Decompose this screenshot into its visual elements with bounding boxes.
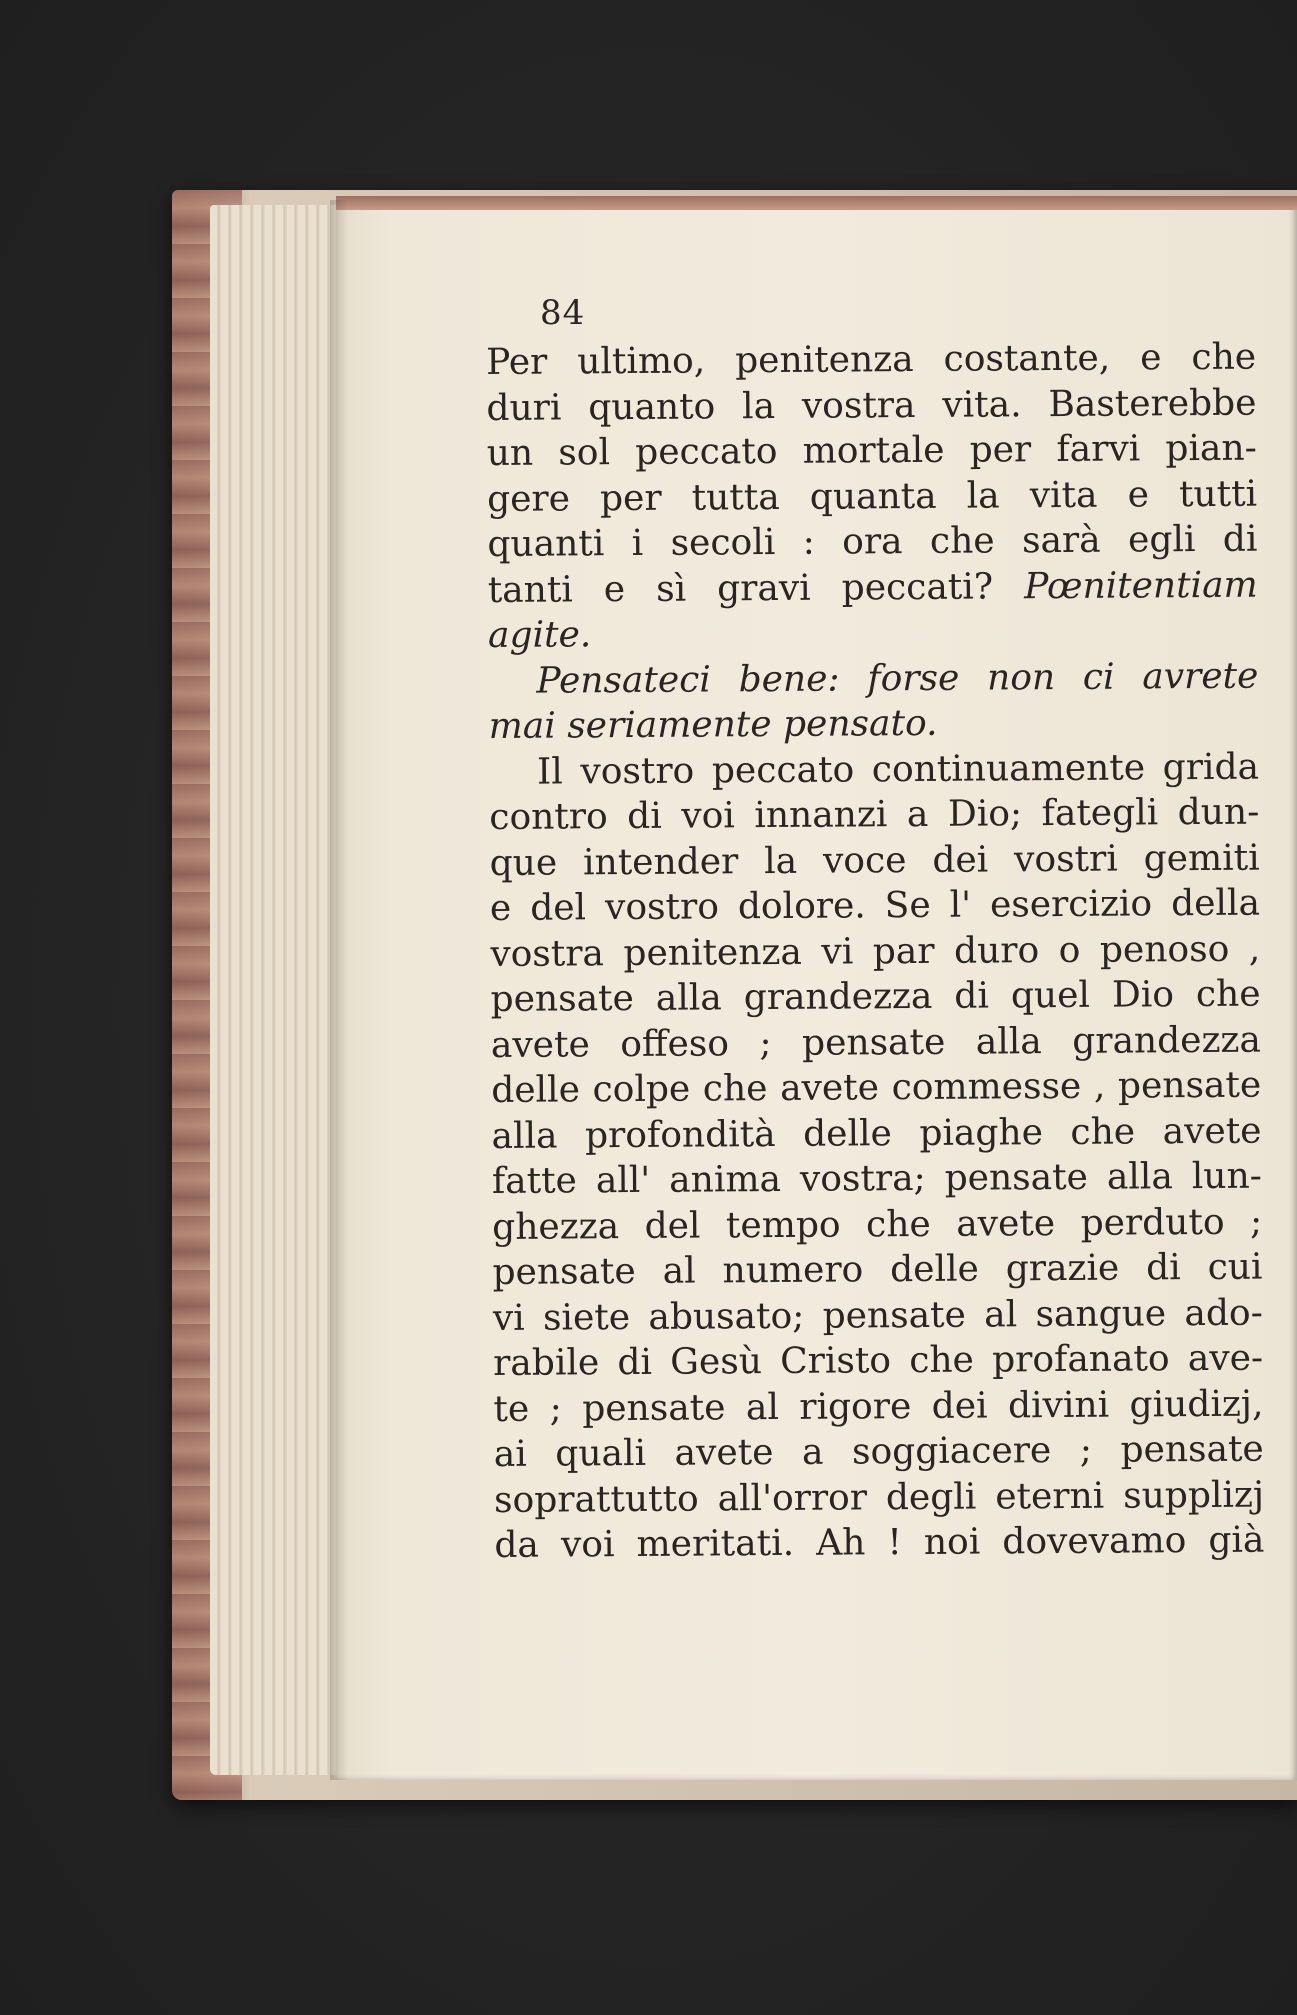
text-line: rabile di Gesù Cristo che profanato ave- xyxy=(493,1337,1264,1384)
text-line: alla profondità delle piaghe che avete xyxy=(491,1110,1262,1157)
text-line: da voi meritati. Ah ! noi dovevamo già xyxy=(494,1519,1265,1566)
text-line: Per ultimo, penitenza costante, e che xyxy=(486,336,1257,383)
text-line: e del vostro dolore. Se l' esercizio della xyxy=(489,882,1261,929)
text-line: pensate al numero delle grazie di cui xyxy=(492,1246,1263,1293)
text-line: gere per tutta quanta la vita e tutti xyxy=(486,473,1258,520)
text-line: contro di voi innanzi a Dio; fategli dun- xyxy=(489,791,1260,838)
text-line: te ; pensate al rigore dei divini giudizj, xyxy=(493,1383,1264,1430)
top-cover-strip xyxy=(336,196,1297,210)
text-line-mixed xyxy=(488,562,1258,613)
text-line: Il vostro peccato continuamente grida xyxy=(536,746,1260,793)
text-line: delle colpe che avete commesse , pensate xyxy=(491,1064,1262,1111)
latin-phrase: Pœnitentiam xyxy=(1023,564,1258,607)
text-line: que intender la voce dei vostri gemiti xyxy=(489,837,1260,884)
text-line: un sol peccato mortale per farvi pian- xyxy=(486,427,1257,474)
text-line: quanti i secoli : ora che sarà egli di xyxy=(487,518,1258,565)
text-line: vostra penitenza vi par duro o penoso , xyxy=(490,928,1261,975)
page-number: 84 xyxy=(540,293,586,333)
page-edges-stack xyxy=(210,205,340,1775)
text-line: duri quanto la vostra vita. Basterebbe xyxy=(486,382,1257,429)
text-line: mai seriamente pensato. xyxy=(488,702,938,747)
text-line: ai quali avete a soggiacere ; pensate xyxy=(493,1428,1264,1475)
text-line: fatte all' anima vostra; pensate alla lun- xyxy=(491,1155,1262,1202)
text-span: tanti e sì gravi peccati? xyxy=(487,565,1025,611)
text-line: avete offeso ; pensate alla grandezza xyxy=(490,1019,1262,1066)
text-line: Pensateci bene: forse non ci avrete xyxy=(536,655,1259,702)
text-line: pensate alla grandezza di quel Dio che xyxy=(490,973,1261,1020)
page-text xyxy=(486,335,1265,1569)
text-line: agite. xyxy=(487,614,592,656)
text-line: ghezza del tempo che avete perduto ; xyxy=(492,1201,1263,1248)
text-line: vi siete abusato; pensate al sangue ado- xyxy=(492,1292,1263,1339)
text-line: soprattutto all'orror degli eterni supplizj xyxy=(493,1474,1265,1521)
gutter-shadow xyxy=(330,200,348,1780)
